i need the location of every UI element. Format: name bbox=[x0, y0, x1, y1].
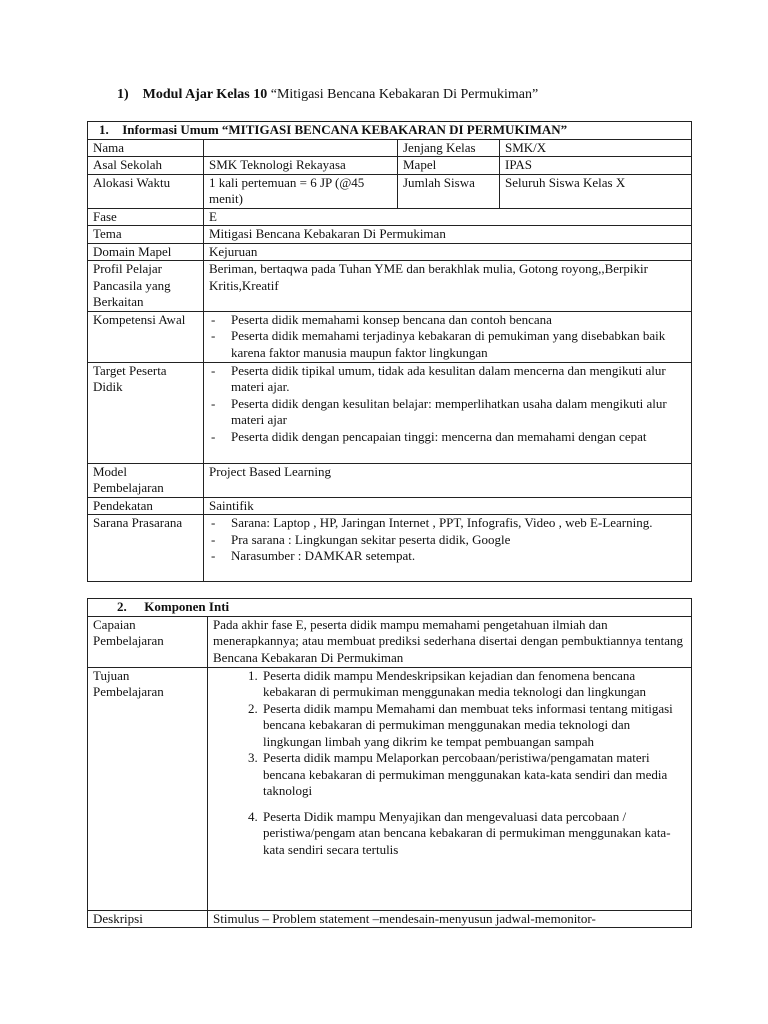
nama-label: Nama bbox=[88, 139, 204, 157]
tema-label: Tema bbox=[88, 226, 204, 244]
target-peserta-cell bbox=[204, 362, 692, 463]
sarana-prasarana-list bbox=[209, 515, 687, 565]
asal-sekolah-value: SMK Teknologi Rekayasa bbox=[204, 157, 398, 175]
profil-pelajar-label: Profil Pelajar Pancasila yang Berkaitan bbox=[88, 261, 204, 312]
section2-title-cell bbox=[88, 599, 692, 617]
section1-title-cell bbox=[88, 122, 692, 140]
mapel-value: IPAS bbox=[500, 157, 692, 175]
list-item: 2. Peserta didik mampu Memahami dan membuat teks informasi tentang mitigasi bencana kebakaran di permukiman menggunakan media teknologi dan lingkungan limbah yang dikrim ke tempat pembuangan sampah bbox=[261, 701, 687, 751]
tujuan-list bbox=[213, 668, 687, 859]
tujuan-cell bbox=[208, 667, 692, 910]
heading-bold-title: Modul Ajar Kelas 10 bbox=[142, 87, 268, 102]
heading-title-rest: “Mitigasi Bencana Kebakaran Di Permukiman” bbox=[267, 87, 539, 102]
asal-sekolah-label: Asal Sekolah bbox=[88, 157, 204, 175]
jumlah-siswa-label: Jumlah Siswa bbox=[398, 174, 500, 208]
capaian-label: Capaian Pembelajaran bbox=[88, 616, 208, 667]
pendekatan-value: Saintifik bbox=[204, 497, 692, 515]
profil-pelajar-value: Beriman, bertaqwa pada Tuhan YME dan berakhlak mulia, Gotong royong,,Berpikir Kritis,Kreatif bbox=[204, 261, 692, 312]
kompetensi-awal-list bbox=[209, 312, 687, 362]
jumlah-siswa-value: Seluruh Siswa Kelas X bbox=[500, 174, 692, 208]
list-item: 1. Peserta didik mampu Mendeskripsikan kejadian dan fenomena bencana kebakaran di permukiman menggunakan media teknologi dan lingkungan bbox=[261, 668, 687, 701]
section1-number: 1. bbox=[99, 122, 109, 137]
list-item: - Sarana: Laptop , HP, Jaringan Internet , PPT, Infografis, Video , web E-Learning. bbox=[209, 515, 687, 532]
model-pembelajaran-label: Model Pembelajaran bbox=[88, 463, 204, 497]
list-item: - Narasumber : DAMKAR setempat. bbox=[209, 548, 687, 565]
capaian-value: Pada akhir fase E, peserta didik mampu memahami pengetahuan ilmiah dan menerapkannya; atau membuat prediksi sederhana disertai dengan pembuktiannya tentang Bencana Kebakaran Di Permukiman bbox=[208, 616, 692, 667]
kompetensi-awal-cell bbox=[204, 311, 692, 362]
list-item: - Peserta didik dengan pencapaian tinggi: mencerna dan memahami dengan cepat bbox=[209, 429, 687, 446]
list-item: - Peserta didik memahami konsep bencana dan contoh bencana bbox=[209, 312, 687, 329]
mapel-label: Mapel bbox=[398, 157, 500, 175]
model-pembelajaran-value: Project Based Learning bbox=[204, 463, 692, 497]
section2-title: Komponen Inti bbox=[144, 599, 230, 614]
komponen-inti-table bbox=[87, 598, 692, 928]
deskripsi-label: Deskripsi bbox=[88, 910, 208, 928]
kompetensi-awal-label: Kompetensi Awal bbox=[88, 311, 204, 362]
list-item: - Peserta didik dengan kesulitan belajar: memperlihatkan usaha dalam mengikuti alur materi ajar bbox=[209, 396, 687, 429]
alokasi-value: 1 kali pertemuan = 6 JP (@45 menit) bbox=[204, 174, 398, 208]
tujuan-label: Tujuan Pembelajaran bbox=[88, 667, 208, 910]
list-item: - Pra sarana : Lingkungan sekitar peserta didik, Google bbox=[209, 532, 687, 549]
pendekatan-label: Pendekatan bbox=[88, 497, 204, 515]
domain-mapel-label: Domain Mapel bbox=[88, 243, 204, 261]
target-peserta-label: Target Peserta Didik bbox=[88, 362, 204, 463]
alokasi-label: Alokasi Waktu bbox=[88, 174, 204, 208]
sarana-prasarana-label: Sarana Prasarana bbox=[88, 515, 204, 582]
deskripsi-value: Stimulus – Problem statement –mendesain-menyusun jadwal-memonitor- bbox=[208, 910, 692, 928]
fase-value: E bbox=[204, 208, 692, 226]
jenjang-value: SMK/X bbox=[500, 139, 692, 157]
domain-mapel-value: Kejuruan bbox=[204, 243, 692, 261]
module-heading bbox=[117, 87, 538, 103]
list-item: 3. Peserta didik mampu Melaporkan percobaan/peristiwa/pengamatan materi bencana kebakaran di permukiman menggunakan kata-kata sendiri dan media taknologi bbox=[261, 750, 687, 800]
fase-label: Fase bbox=[88, 208, 204, 226]
section2-number: 2. bbox=[117, 599, 127, 614]
nama-value bbox=[204, 139, 398, 157]
jenjang-label: Jenjang Kelas bbox=[398, 139, 500, 157]
list-item: - Peserta didik tipikal umum, tidak ada kesulitan dalam mencerna dan mengikuti alur materi ajar. bbox=[209, 363, 687, 396]
list-item: 4. Peserta Didik mampu Menyajikan dan mengevaluasi data percobaan / peristiwa/pengam atan bencana kebakaran di permukiman menggunakan kata-kata sendiri secara tertulis bbox=[261, 809, 687, 859]
tema-value: Mitigasi Bencana Kebakaran Di Permukiman bbox=[204, 226, 692, 244]
target-peserta-list bbox=[209, 363, 687, 446]
list-item: - Peserta didik memahami terjadinya kebakaran di pemukiman yang disebabkan baik karena faktor manusia maupun faktor lingkungan bbox=[209, 328, 687, 361]
informasi-umum-table bbox=[87, 121, 692, 582]
heading-number: 1) bbox=[117, 87, 129, 102]
sarana-prasarana-cell bbox=[204, 515, 692, 582]
section1-title: Informasi Umum “MITIGASI BENCANA KEBAKARAN DI PERMUKIMAN” bbox=[122, 122, 568, 137]
